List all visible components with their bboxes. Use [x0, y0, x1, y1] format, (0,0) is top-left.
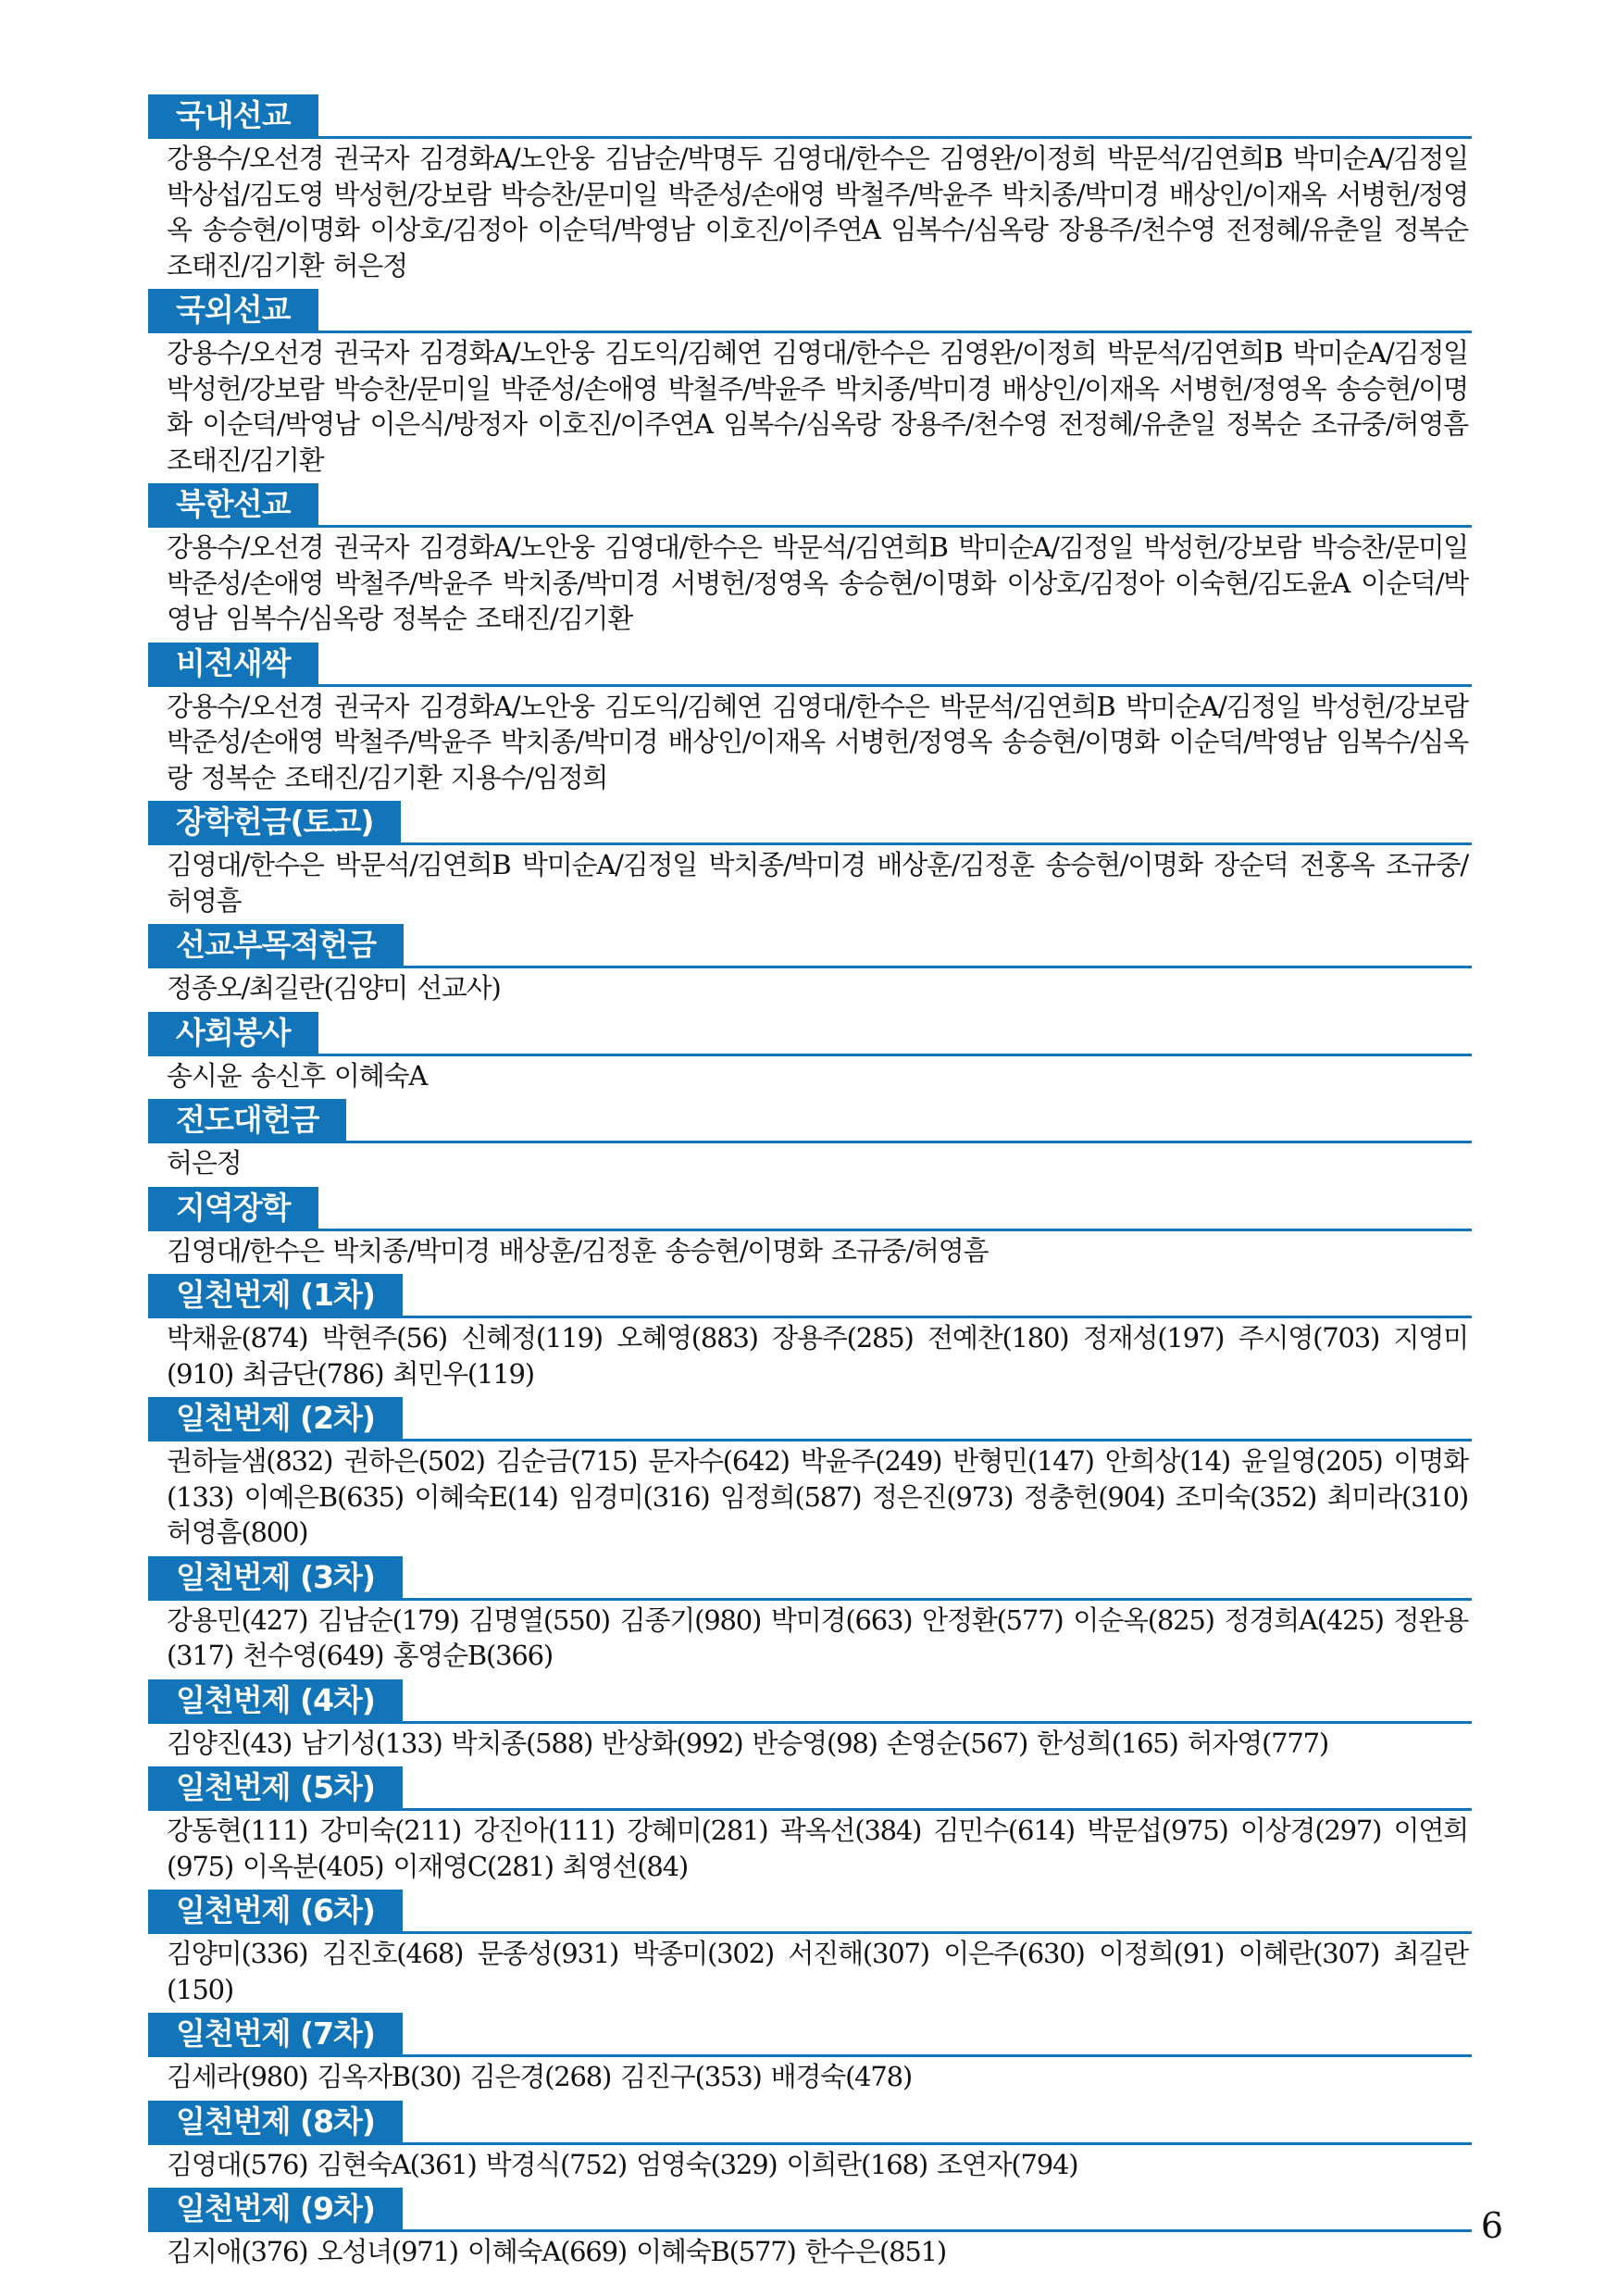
section-thousand-offering-4 [148, 1679, 1472, 1762]
section-names: 강동현(111) 강미숙(211) 강진아(111) 강혜미(281) 곽옥선(384) 김민수(614) 박문섭(975) 이상경(297) 이연희(975) 이옥분(405) 이재영C(281) 최영선(84) [167, 1815, 1468, 1882]
section-title: 전도대헌금 [148, 1099, 346, 1142]
section-title: 사회봉사 [148, 1012, 318, 1054]
section-thousand-offering-1 [148, 1274, 1472, 1391]
header-rule [148, 1808, 1472, 1811]
header-rule [148, 842, 1472, 845]
section-regional-scholarship [148, 1187, 1472, 1269]
section-header [148, 1890, 1472, 1934]
section-header [148, 643, 1472, 687]
section-names: 강용수/오선경 권국자 김경화A/노안웅 김도익/김혜연 김영대/한수은 박문석/김연희B 박미순A/김정일 박성헌/강보람 박준성/손애영 박철주/박윤주 박치종/박미경 배상인/이재옥 서병헌/정영옥 송승현/이명화 이순덕/박영남 임복수/심옥랑 정복순 조태진/김기환 지용수/임정희 [167, 690, 1468, 793]
section-mission-designated [148, 924, 1472, 1006]
section-names: 강용수/오선경 권국자 김경화A/노안웅 김남순/박명두 김영대/한수은 김영완/이정희 박문석/김연희B 박미순A/김정일 박상섭/김도영 박성헌/강보람 박승찬/문미일 박준성/손애영 박철주/박윤주 박치종/박미경 배상인/이재옥 서병헌/정영옥 송승현/이명화 이상호/김정아 이순덕/박영남 이호진/이주연A 임복수/심옥랑 장용주/천수영 전정혜/유춘일 정복순 조태진/김기환 허은정 [167, 143, 1468, 281]
section-header [148, 483, 1472, 528]
header-rule [148, 1721, 1472, 1724]
section-names: 김양진(43) 남기성(133) 박치종(588) 반상화(992) 반승영(98) 손영순(567) 한성희(165) 허자영(777) [167, 1727, 1329, 1759]
header-rule [148, 2229, 1472, 2232]
section-header [148, 1556, 1472, 1601]
header-rule [148, 1229, 1472, 1231]
section-header [148, 2013, 1472, 2057]
section-names: 김영대/한수은 박치종/박미경 배상훈/김정훈 송승현/이명화 조규중/허영흠 [167, 1234, 989, 1267]
section-thousand-offering-6 [148, 1890, 1472, 2007]
section-header [148, 801, 1472, 845]
header-rule [148, 1316, 1472, 1318]
header-rule [148, 966, 1472, 968]
section-title: 일천번제 (3차) [148, 1556, 403, 1599]
header-rule [148, 2054, 1472, 2057]
section-thousand-offering-3 [148, 1556, 1472, 1674]
header-rule [148, 1598, 1472, 1601]
section-title: 일천번제 (8차) [148, 2101, 403, 2143]
section-title: 국내선교 [148, 94, 318, 137]
header-rule [148, 684, 1472, 687]
section-header [148, 1012, 1472, 1056]
section-scholarship-togo [148, 801, 1472, 918]
section-thousand-offering-5 [148, 1766, 1472, 1884]
page-number: 6 [1480, 2205, 1503, 2246]
section-header [148, 1397, 1472, 1441]
header-rule [148, 136, 1472, 139]
section-title: 국외선교 [148, 289, 318, 331]
header-rule [148, 1439, 1472, 1441]
section-title: 일천번제 (5차) [148, 1766, 403, 1809]
section-title: 일천번제 (2차) [148, 1397, 403, 1440]
section-header [148, 94, 1472, 139]
section-header [148, 2188, 1472, 2232]
section-names: 김영대(576) 김현숙A(361) 박경식(752) 엄영숙(329) 이희란(168) 조연자(794) [167, 2148, 1078, 2180]
section-thousand-offering-8 [148, 2101, 1472, 2183]
section-evangelism-offering [148, 1099, 1472, 1181]
section-title: 선교부목적헌금 [148, 924, 404, 967]
section-social-service [148, 1012, 1472, 1094]
section-header [148, 924, 1472, 968]
section-title: 일천번제 (7차) [148, 2013, 403, 2055]
section-header [148, 1679, 1472, 1724]
section-title: 비전새싹 [148, 643, 318, 685]
section-north-korea-mission [148, 483, 1472, 637]
section-thousand-offering-7 [148, 2013, 1472, 2095]
section-names: 김영대/한수은 박문석/김연희B 박미순A/김정일 박치종/박미경 배상훈/김정훈 송승현/이명화 장순덕 전홍옥 조규중/허영흠 [167, 849, 1468, 917]
section-header [148, 2101, 1472, 2145]
section-title: 일천번제 (9차) [148, 2188, 403, 2230]
section-title: 장학헌금(토고) [148, 801, 401, 843]
section-header [148, 289, 1472, 333]
header-rule [148, 2142, 1472, 2145]
section-title: 일천번제 (1차) [148, 1274, 403, 1316]
header-rule [148, 1141, 1472, 1143]
section-names: 강용수/오선경 권국자 김경화A/노안웅 김도익/김혜연 김영대/한수은 김영완/이정희 박문석/김연희B 박미순A/김정일 박성헌/강보람 박승찬/문미일 박준성/손애영 박철주/박윤주 박치종/박미경 배상인/이재옥 서병헌/정영옥 송승현/이명화 이순덕/박영남 이은식/방정자 이호진/이주연A 임복수/심옥랑 장용주/천수영 전정혜/유춘일 정복순 조규중/허영흠 조태진/김기환 [167, 337, 1468, 476]
section-domestic-mission [148, 94, 1472, 283]
section-names: 송시윤 송신후 이혜숙A [167, 1059, 428, 1092]
header-rule [148, 1931, 1472, 1934]
section-header [148, 1099, 1472, 1143]
section-names: 정종오/최길란(김양미 선교사) [167, 972, 501, 1004]
section-title: 지역장학 [148, 1187, 318, 1229]
section-names: 박채윤(874) 박현주(56) 신혜정(119) 오혜영(883) 장용주(285) 전예찬(180) 정재성(197) 주시영(703) 지영미(910) 최금단(786) 최민우(119) [167, 1322, 1468, 1390]
section-names: 김양미(336) 김진호(468) 문종성(931) 박종미(302) 서진해(307) 이은주(630) 이정희(91) 이혜란(307) 최길란(150) [167, 1938, 1468, 2005]
section-names: 허은정 [167, 1147, 242, 1179]
section-vision-sprout [148, 643, 1472, 796]
section-thousand-offering-9 [148, 2188, 1472, 2270]
section-header [148, 1274, 1472, 1318]
section-thousand-offering-2 [148, 1397, 1472, 1551]
section-names: 김세라(980) 김옥자B(30) 김은경(268) 김진구(353) 배경숙(478) [167, 2061, 913, 2092]
section-header [148, 1187, 1472, 1231]
section-names: 김지애(376) 오성녀(971) 이혜숙A(669) 이혜숙B(577) 한수은(851) [167, 2236, 947, 2267]
section-names: 강용수/오선경 권국자 김경화A/노안웅 김영대/한수은 박문석/김연희B 박미순A/김정일 박성헌/강보람 박승찬/문미일 박준성/손애영 박철주/박윤주 박치종/박미경 서병헌/정영옥 송승현/이명화 이상호/김정아 이숙현/김도윤A 이순덕/박영남 임복수/심옥랑 정복순 조태진/김기환 [167, 531, 1468, 634]
header-rule [148, 1054, 1472, 1056]
header-rule [148, 525, 1472, 528]
offering-list [148, 94, 1472, 2276]
section-header [148, 1766, 1472, 1811]
header-rule [148, 331, 1472, 333]
section-title: 북한선교 [148, 483, 318, 526]
section-names: 권하늘샘(832) 권하은(502) 김순금(715) 문자수(642) 박윤주(249) 반형민(147) 안희상(14) 윤일영(205) 이명화(133) 이예은B(635) 이혜숙E(14) 임경미(316) 임정희(587) 정은진(973) 정충헌(904) 조미숙(352) 최미라(310) 허영흠(800) [167, 1445, 1468, 1548]
section-names: 강용민(427) 김남순(179) 김명열(550) 김종기(980) 박미경(663) 안정환(577) 이순옥(825) 정경희A(425) 정완용(317) 천수영(649) 홍영순B(366) [167, 1603, 1468, 1671]
section-title: 일천번제 (6차) [148, 1890, 403, 1932]
section-overseas-mission [148, 289, 1472, 478]
section-title: 일천번제 (4차) [148, 1679, 403, 1722]
